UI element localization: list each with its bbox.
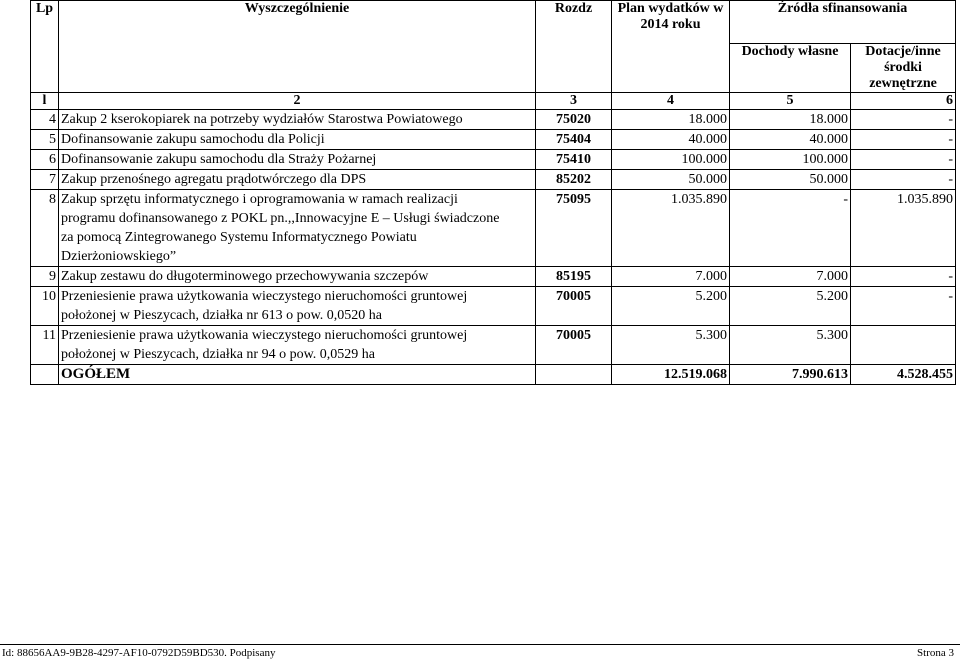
table-row — [31, 190, 956, 267]
row-own: - — [730, 190, 851, 267]
header-sources: Źródła sfinansowania — [730, 1, 956, 44]
col-number: 3 — [536, 93, 612, 110]
row-own: 5.300 — [730, 326, 851, 365]
row-description: Zakup przenośnego agregatu prądotwórczego dla DPS — [59, 170, 536, 190]
total-label: OGÓŁEM — [59, 365, 536, 385]
header-description: Wyszczególnienie — [59, 1, 536, 93]
row-plan: 100.000 — [612, 150, 730, 170]
row-plan: 40.000 — [612, 130, 730, 150]
row-grants: - — [851, 267, 956, 287]
total-row — [31, 365, 956, 385]
row-plan: 5.300 — [612, 326, 730, 365]
col-number: 2 — [59, 93, 536, 110]
header-own-income: Dochody własne — [730, 44, 851, 93]
row-description: Zakup sprzętu informatycznego i oprogramowania w ramach realizacji programu dofinansowanego z POKL pn.,,Innowacyjne E – Usługi świadczone za pomocą Zintegrowanego Systemu Informatycznego Powiatu Dzierżoniowskiego” — [59, 190, 536, 267]
page-footer — [0, 644, 960, 661]
row-grants: - — [851, 170, 956, 190]
row-lp: 7 — [31, 170, 59, 190]
row-description: Zakup zestawu do długoterminowego przechowywania szczepów — [59, 267, 536, 287]
col-number: 5 — [730, 93, 851, 110]
row-own: 50.000 — [730, 170, 851, 190]
row-grants: 1.035.890 — [851, 190, 956, 267]
header-grants: Dotacje/inne środki zewnętrzne — [851, 44, 956, 93]
row-grants: - — [851, 287, 956, 326]
row-own: 5.200 — [730, 287, 851, 326]
table-row — [31, 150, 956, 170]
row-grants — [851, 326, 956, 365]
document-id: Id: 88656AA9-9B28-4297-AF10-0792D59BD530. Podpisany — [2, 647, 276, 659]
total-plan: 12.519.068 — [612, 365, 730, 385]
row-description: Dofinansowanie zakupu samochodu dla Policji — [59, 130, 536, 150]
header-lp: Lp — [31, 1, 59, 93]
row-lp: 10 — [31, 287, 59, 326]
row-code: 85202 — [536, 170, 612, 190]
page-number: Strona 3 — [917, 647, 954, 659]
row-code: 75404 — [536, 130, 612, 150]
row-lp: 9 — [31, 267, 59, 287]
row-plan: 18.000 — [612, 110, 730, 130]
row-description: Dofinansowanie zakupu samochodu dla Straży Pożarnej — [59, 150, 536, 170]
table-row — [31, 267, 956, 287]
row-plan: 7.000 — [612, 267, 730, 287]
row-grants: - — [851, 130, 956, 150]
row-own: 100.000 — [730, 150, 851, 170]
table-row — [31, 287, 956, 326]
col-number: 6 — [851, 93, 956, 110]
total-code-cell — [536, 365, 612, 385]
table-row — [31, 170, 956, 190]
row-description: Przeniesienie prawa użytkowania wieczystego nieruchomości gruntowej położonej w Pieszycach, działka nr 94 o pow. 0,0529 ha — [59, 326, 536, 365]
table-row — [31, 110, 956, 130]
row-lp: 8 — [31, 190, 59, 267]
total-grants: 4.528.455 — [851, 365, 956, 385]
row-lp: 11 — [31, 326, 59, 365]
row-code: 70005 — [536, 287, 612, 326]
row-lp: 4 — [31, 110, 59, 130]
row-code: 75020 — [536, 110, 612, 130]
row-lp: 6 — [31, 150, 59, 170]
table-row — [31, 326, 956, 365]
col-number: 4 — [612, 93, 730, 110]
row-own: 18.000 — [730, 110, 851, 130]
table-row — [31, 130, 956, 150]
header-plan: Plan wydatków w 2014 roku — [612, 1, 730, 93]
row-grants: - — [851, 110, 956, 130]
col-number: l — [31, 93, 59, 110]
row-code: 70005 — [536, 326, 612, 365]
budget-table — [30, 0, 956, 385]
row-description: Przeniesienie prawa użytkowania wieczystego nieruchomości gruntowej położonej w Pieszycach, działka nr 613 o pow. 0,0520 ha — [59, 287, 536, 326]
row-code: 75410 — [536, 150, 612, 170]
header-rozdz: Rozdz — [536, 1, 612, 93]
row-code: 85195 — [536, 267, 612, 287]
total-own: 7.990.613 — [730, 365, 851, 385]
total-lp-cell — [31, 365, 59, 385]
row-plan: 5.200 — [612, 287, 730, 326]
row-own: 7.000 — [730, 267, 851, 287]
row-plan: 50.000 — [612, 170, 730, 190]
row-code: 75095 — [536, 190, 612, 267]
row-description: Zakup 2 kserokopiarek na potrzeby wydziałów Starostwa Powiatowego — [59, 110, 536, 130]
row-grants: - — [851, 150, 956, 170]
row-lp: 5 — [31, 130, 59, 150]
row-plan: 1.035.890 — [612, 190, 730, 267]
row-own: 40.000 — [730, 130, 851, 150]
